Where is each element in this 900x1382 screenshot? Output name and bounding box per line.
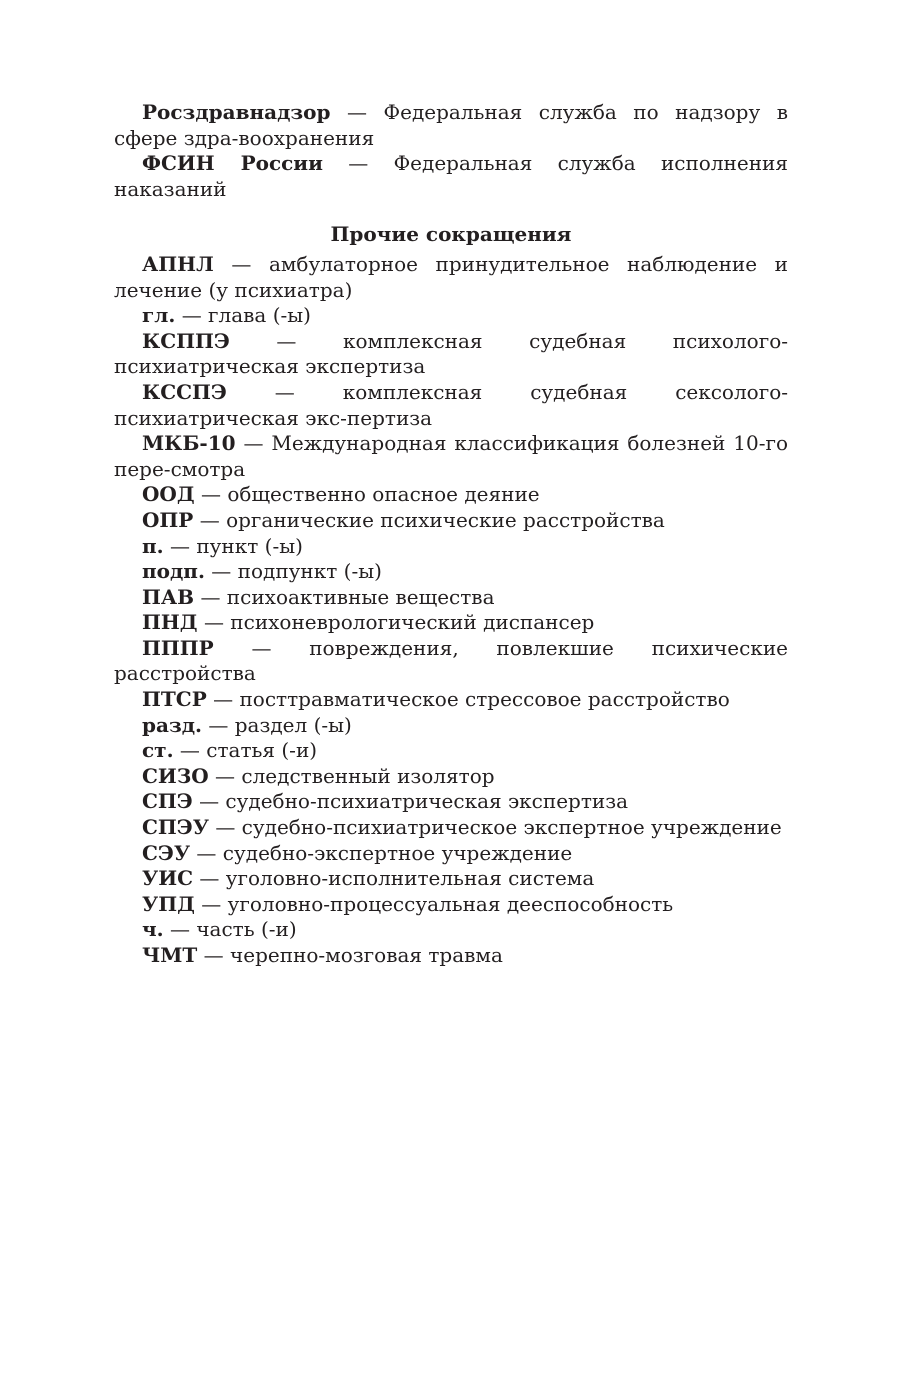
abbreviation-term: ПАВ <box>142 584 195 609</box>
abbreviation-entry <box>114 917 788 943</box>
abbreviation-term: ПППР <box>142 635 214 660</box>
abbreviation-entry <box>114 738 788 764</box>
abbreviation-term: ОПР <box>142 507 194 532</box>
abbreviation-entry <box>114 329 788 380</box>
abbreviation-term: КСППЭ <box>142 328 230 353</box>
abbreviation-entry <box>114 380 788 431</box>
abbreviation-entry <box>114 431 788 482</box>
abbreviation-term: ст. <box>142 738 174 763</box>
abbreviation-term: АПНЛ <box>142 251 214 276</box>
abbreviation-term: КССПЭ <box>142 379 227 404</box>
abbreviation-entry <box>114 508 788 534</box>
abbreviation-definition: — психоактивные вещества <box>200 584 495 609</box>
abbreviation-term: СЭУ <box>142 840 191 865</box>
abbreviation-entry <box>114 100 788 151</box>
abbreviation-entry <box>114 636 788 687</box>
abbreviation-entry <box>114 943 788 969</box>
abbreviation-definition: — общественно опасное деяние <box>201 482 540 507</box>
abbreviation-definition: — часть (-и) <box>169 917 297 942</box>
abbreviation-term: разд. <box>142 712 202 737</box>
abbreviation-term: УПД <box>142 891 195 916</box>
abbreviation-entry <box>114 892 788 918</box>
abbreviation-definition: — комплексная судебная сексолого-психиатрическая экс-пертиза <box>114 379 788 430</box>
section-title: Прочие сокращения <box>330 222 572 247</box>
abbreviation-term: ЧМТ <box>142 943 198 967</box>
abbreviation-entry <box>114 764 788 790</box>
abbreviation-definition: — следственный изолятор <box>215 763 495 788</box>
abbreviation-definition: — психоневрологический диспансер <box>203 610 595 635</box>
abbreviation-definition: — раздел (-ы) <box>208 712 352 737</box>
abbreviation-entry <box>114 789 788 815</box>
abbreviation-definition: — Федеральная служба исполнения наказаний <box>114 151 788 201</box>
abbreviation-term: СПЭ <box>142 789 193 814</box>
abbreviation-term: подп. <box>142 559 205 584</box>
abbreviation-term: ПТСР <box>142 687 207 712</box>
abbreviation-definition: — пункт (-ы) <box>169 533 303 558</box>
abbreviation-entry <box>114 687 788 713</box>
abbreviation-term: ч. <box>142 917 164 942</box>
abbreviation-term: МКБ-10 <box>142 431 236 456</box>
abbreviation-term: СПЭУ <box>142 815 209 840</box>
abbreviation-definition: — уголовно-процессуальная дееспособность <box>201 891 674 916</box>
abbreviation-entry <box>114 151 788 202</box>
abbreviation-entry <box>114 303 788 329</box>
abbreviation-definition: — посттравматическое стрессовое расстройство <box>213 687 730 712</box>
abbreviation-definition: — комплексная судебная психолого-психиатрическая экспертиза <box>114 328 788 379</box>
abbreviation-entry <box>114 482 788 508</box>
abbreviation-term: ФСИН России <box>142 151 323 176</box>
abbreviations-page <box>114 100 788 969</box>
abbreviation-definition: — органические психические расстройства <box>199 507 665 532</box>
abbreviation-term: гл. <box>142 303 176 328</box>
abbreviation-definition: — амбулаторное принудительное наблюдение и лечение (у психиатра) <box>114 251 789 302</box>
abbreviation-term: ПНД <box>142 610 198 635</box>
abbreviation-definition: — статья (-и) <box>179 738 318 763</box>
abbreviation-entry <box>114 866 788 892</box>
abbreviation-entry <box>114 534 788 560</box>
abbreviation-list <box>114 252 788 969</box>
abbreviation-definition: — черепно-мозговая травма <box>203 943 503 967</box>
abbreviation-entry <box>114 815 788 841</box>
abbreviation-entry <box>114 610 788 636</box>
abbreviation-entry <box>114 585 788 611</box>
abbreviation-term: ООД <box>142 482 195 507</box>
abbreviation-term: УИС <box>142 866 194 891</box>
abbreviation-term: СИЗО <box>142 763 209 788</box>
abbreviation-definition: — Международная классификация болезней 10-го пере-смотра <box>114 431 788 481</box>
abbreviation-definition: — уголовно-исполнительная система <box>199 866 595 891</box>
abbreviation-term: Росздравнадзор <box>142 100 331 124</box>
abbreviation-definition: — подпункт (-ы) <box>211 559 382 584</box>
abbreviation-definition: — глава (-ы) <box>181 303 311 328</box>
abbreviation-entry <box>114 559 788 585</box>
abbreviation-entry <box>114 252 788 303</box>
abbreviation-definition: — судебно-психиатрическая экспертиза <box>199 789 629 814</box>
abbreviation-entry <box>114 713 788 739</box>
abbreviation-entry <box>114 841 788 867</box>
abbreviation-definition: — судебно-психиатрическое экспертное учреждение <box>215 815 782 840</box>
abbreviation-definition: — повреждения, повлекшие психические расстройства <box>114 635 789 686</box>
abbreviation-definition: — судебно-экспертное учреждение <box>196 840 573 865</box>
abbreviation-definition: — Федеральная служба по надзору в сфере здра-воохранения <box>114 100 789 150</box>
abbreviation-term: п. <box>142 533 164 558</box>
